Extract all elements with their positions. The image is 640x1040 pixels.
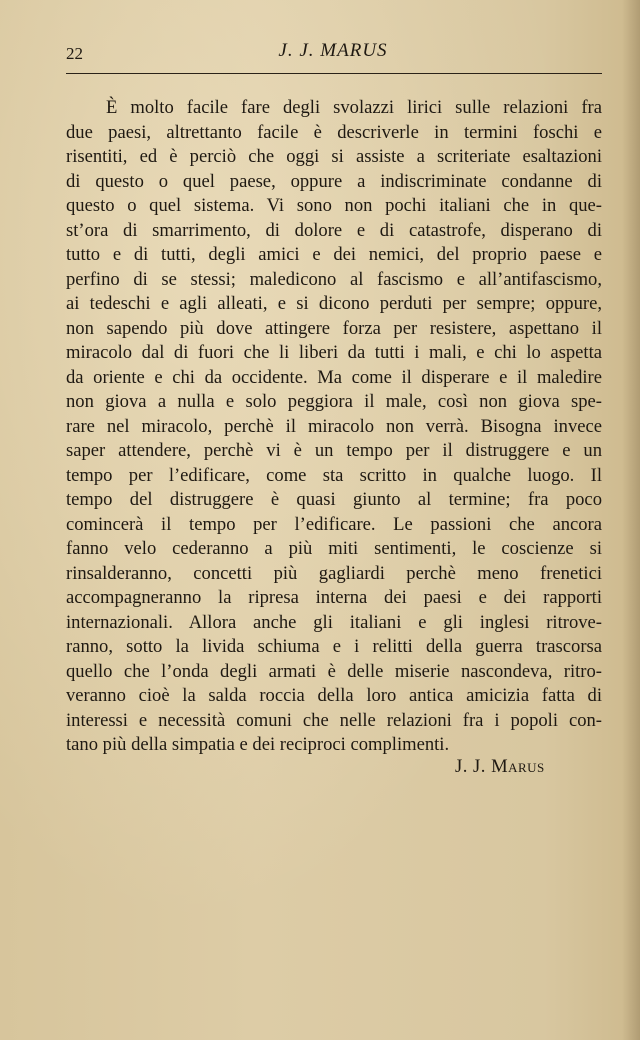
author-signature: J. J. Marus bbox=[455, 756, 545, 777]
text-line: tutto e di tutti, degli amici e dei nemici, del proprio paese e bbox=[66, 244, 602, 265]
text-line: accompagneranno la ripresa interna dei paesi e dei rapporti bbox=[66, 587, 602, 608]
text-line: questo o quel sistema. Vi sono non pochi italiani che in que- bbox=[66, 195, 602, 216]
text-line: non giova a nulla e solo peggiora il male, così non giova spe- bbox=[66, 391, 602, 412]
text-line: interessi e necessità comuni che nelle relazioni fra i popoli con- bbox=[66, 709, 602, 731]
text-line: rinsalderanno, concetti più gagliardi perchè meno frenetici bbox=[66, 562, 602, 584]
text-line: quello che l’onda degli armati è delle miserie nascondeva, ritro- bbox=[66, 660, 602, 682]
text-line: da oriente e chi da occidente. Ma come il disperare e il maledire bbox=[66, 366, 602, 388]
text-line: ai tedeschi e agli alleati, e si dicono perduti per sempre; oppure, bbox=[66, 293, 602, 314]
text-line: di questo o quel paese, oppure a indiscriminate condanne di bbox=[66, 170, 602, 192]
page-header-title: J. J. MARUS bbox=[278, 40, 388, 61]
text-line: tempo per l’edificare, come sta scritto in qualche luogo. Il bbox=[66, 464, 602, 486]
body-paragraph bbox=[66, 96, 602, 758]
text-line: tempo del distruggere è quasi giunto al termine; fra poco bbox=[66, 489, 602, 510]
text-line: tano più della simpatia e dei reciproci complimenti. bbox=[66, 734, 450, 755]
text-line: comincerà il tempo per l’edificare. Le passioni che ancora bbox=[66, 513, 602, 535]
text-line: miracolo dal di fuori che li liberi da tutti i mali, e chi lo aspetta bbox=[66, 342, 602, 363]
text-line: non sapendo più dove attingere forza per resistere, aspettano il bbox=[66, 317, 602, 339]
running-head bbox=[66, 40, 600, 70]
text-line: perfino di se stessi; maledicono al fascismo e all’antifascismo, bbox=[66, 268, 602, 290]
text-line: risentiti, ed è perciò che oggi si assiste a scriteriate esaltazioni bbox=[66, 146, 602, 167]
text-line: st’ora di smarrimento, di dolore e di catastrofe, disperano di bbox=[66, 219, 602, 241]
header-rule bbox=[66, 73, 602, 74]
text-line: rare nel miracolo, perchè il miracolo non verrà. Bisogna invece bbox=[66, 415, 602, 437]
text-line: due paesi, altrettanto facile è descriverle in termini foschi e bbox=[66, 121, 602, 143]
text-line: veranno cioè la salda roccia della loro antica amicizia fatta di bbox=[66, 685, 602, 706]
text-line: È molto facile fare degli svolazzi lirici sulle relazioni fra bbox=[106, 97, 602, 118]
text-line: saper attendere, perchè vi è un tempo per il distruggere e un bbox=[66, 440, 602, 461]
text-line: fanno velo cederanno a più miti sentimenti, le coscienze si bbox=[66, 538, 602, 559]
text-line: ranno, sotto la livida schiuma e i relitti della guerra trascorsa bbox=[66, 636, 602, 657]
text-line: internazionali. Allora anche gli italiani e gli inglesi ritrove- bbox=[66, 611, 602, 633]
page-number: 22 bbox=[66, 44, 83, 63]
